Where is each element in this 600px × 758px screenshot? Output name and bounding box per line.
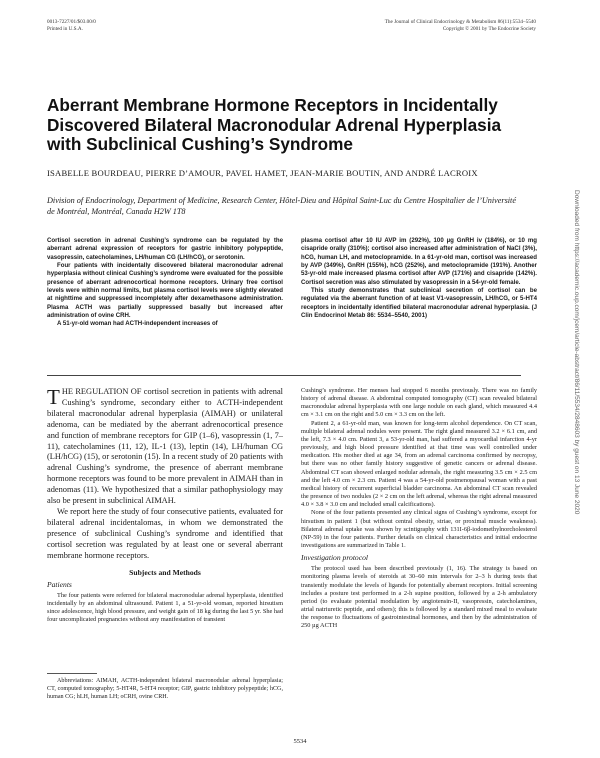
section-heading: Subjects and Methods — [129, 567, 201, 577]
intro-paragraph: We report here the study of four consecutive patients, evaluated for bilateral adrenal incidentalomas, in whom we demonstrated the presence of subclinical Cushing’s syndrome and identified that cortisol secretion was regulated by at least one or several aberrant membrane hormone receptors. — [47, 506, 283, 560]
body-paragraph: Patient 2, a 61-yr-old man, was known for long-term alcohol dependence. On CT scan, multiple bilateral adrenal nodules were present. The right gland measured 3.2 × 6.1 cm, and the left, 7.3 × 4.0 cm. Patient 3, a 53-yr-old man, had suffered a myocardial infarction 4-yr previously, and high blood pressure identified at that time was well controlled under medication. His mother died at age 34, from an adrenal carcinoma confirmed by necropsy, but there was no other family history suggestive of genetic cancers or adrenal disease. Abdominal CT scan showed enlarged nodular adrenals, the right measuring 3.5 cm × 2.5 cm and the left 4.0 cm × 2.3 cm. Patient 4 was a 54-yr-old postmenopausal woman with a past medical history of recurrent superficial bladder carcinoma. An abdominal CT scan revealed the presence of two nodules (2 × 2 cm on the left adrenal, whereas the right adrenal measured 4.0 × 3.8 × 3.0 cm and included small calcifications). — [301, 419, 537, 509]
journal-citation: The Journal of Clinical Endocrinology & Metabolism 86(11):5534–5540 — [384, 19, 536, 25]
abstract-paragraph: A 51-yr-old woman had ACTH-independent increases of — [57, 320, 218, 328]
abstract-divider — [47, 375, 521, 376]
journal-header-right — [385, 19, 536, 33]
download-watermark-text: Downloaded from https://academic.oup.com/jcem/article-abstract/86/11/5534/2848603 by guest on 13 June 2020 — [573, 190, 580, 515]
subsection-heading: Patients — [47, 579, 72, 589]
copyright-line: Copyright © 2001 by The Endocrine Society — [442, 26, 536, 32]
body-paragraph: The four patients were referred for bilateral macronodular adrenal hyperplasia, identified incidentally by an abdominal ultrasound. Patient 1, a 51-yr-old woman, reported hirsutism since adolescence, high blood pressure, and weight gain of 18 kg during the last 5 yr. She had four uncomplicated pregnancies without any manifestation of transient — [47, 591, 283, 624]
abstract-paragraph: Four patients with incidentally discovered bilateral macronodular adrenal hyperplasia without clinical Cushing’s syndrome were evaluated for the possible presence of aberrant adrenocortical hormone receptors. Urinary free cortisol levels were within normal limits, but plasma cortisol levels were slightly elevated at nighttime and suppressed incompletely after dexamethasone administration. Plasma ACTH was partially suppressed basally but increased after administration of ovine CRH. — [47, 262, 283, 320]
author-list: ISABELLE BOURDEAU, PIERRE D’AMOUR, PAVEL HAMET, JEAN-MARIE BOUTIN, AND ANDRÉ LACROIX — [47, 168, 478, 178]
footnote-divider — [47, 673, 97, 674]
abstract-paragraph: This study demonstrates that subclinical secretion of cortisol can be regulated via the aberrant function of at least V1-vasopressin, LH/hCG, or 5-HT4 receptors in incidentally identified bilateral macronodular adrenal hyperplasia. (J Clin Endocrinol Metab 86: 5534–5540, 2001) — [301, 287, 537, 320]
subsection-heading: Investigation protocol — [301, 553, 368, 563]
body-paragraph: None of the four patients presented any clinical signs of Cushing’s syndrome, except for hirsutism in patient 1 (but without central obesity, striae, or proximal muscle weakness). Bilateral adrenal uptake was shown by scintigraphy with 131I-6β-iodomethylnorcholesterol (NP-59) in the four patients. Further details on clinical characteristics and initial endocrine investigations are summarized in Table 1. — [301, 509, 537, 549]
issn-line: 0013-7227/01/$03.00/0 — [47, 19, 96, 25]
abstract-right-column — [301, 237, 537, 320]
abstract-paragraph: Cortisol secretion in adrenal Cushing’s syndrome can be regulated by the aberrant adrenal expression of receptors for gastric inhibitory polypeptide, vasopressin, catecholamines, LH/human CG (LH/hCG), or serotonin. — [47, 237, 283, 261]
body-right-column — [301, 387, 537, 631]
abbreviations-text: Abbreviations: AIMAH, ACTH-independent bilateral macronodular adrenal hyperplasia; CT, computed tomography; 5-HT4R, 5-HT4 receptor; GIP, gastric inhibitory polypeptide; hCG, human CG; hLH, human LH; oCRH, ovine CRH. — [47, 678, 283, 700]
intro-text: HE REGULATION OF cortisol secretion in patients with adrenal Cushing’s syndrome, secondary either to ACTH-independent bilateral macronodular adrenal hyperplasia (AIMAH) or unilateral adenoma, can be mediated by the aberrant adrenocortical presence and function of membrane receptors for GIP (1–6), vasopressin (1, 7–11), catecholamines (11, 12), IL-1 (13), leptin (14), LH/human CG (LH/hCG) (15), or serotonin (15). In a recent study of 20 patients with adrenal Cushing’s syndrome, the presence of aberrant membrane hormone receptors was found to be more prevalent in AIMAH than in adenomas (11). We hypothesized that a similar pathophysiology may also be present in subclinical AIMAH. — [47, 387, 283, 506]
drop-cap: T — [47, 385, 60, 409]
body-paragraph: The protocol used has been described previously (1, 16). The strategy is based on monitoring plasma levels of steroids at 30–60 min intervals for 2–3 h during tests that transiently modulate the levels of ligands for potentially aberrant receptors. Initial screening includes a posture test performed in a 2-h supine position, followed by a 2-h ambulatory period (to evaluate potential modulation by angiotensin-II, vasopressin, catecholamines, atrial natriuretic peptide, and others); this is followed by a standard mixed meal to evaluate the response to fluctuations of gastrointestinal hormones, and then by the administration of 250 µg ACTH — [301, 565, 537, 630]
body-left-column — [47, 387, 283, 624]
affiliation: Division of Endocrinology, Department of Medicine, Research Center, Hôtel-Dieu and Hôpital Saint-Luc du Centre Hospitalier de l’Université de Montréal, Montréal, Canada H2W 1T8 — [47, 196, 516, 216]
article-title: Aberrant Membrane Hormone Receptors in Incidentally Discovered Bilateral Macronodular Adrenal Hyperplasia with Subclinical Cushing’s Syndrome — [47, 95, 502, 154]
page-number: 5534 — [293, 738, 307, 745]
intro-paragraph — [47, 387, 283, 507]
body-paragraph: Cushing’s syndrome. Her menses had stopped 6 months previously. There was no family history of adrenal disease. A abdominal computed tomography (CT) scan revealed bilateral macronodular adrenal hyperplasia with one large nodule on each gland, which measured 4.4 cm × 3.1 cm on the right and 5.0 cm × 3.3 cm on the left. — [301, 387, 537, 419]
abstract-paragraph: plasma cortisol after 10 IU AVP im (292%), 100 µg GnRH iv (184%), or 10 mg cisapride orally (310%); cortisol also increased after administration of NaCl (3%), hCG, human LH, and metoclopramide. In a 61-yr-old man, cortisol was increased by AVP (349%), GnRH (155%), hCG (252%), and metoclopramide (191%). Another 53-yr-old male increased plasma cortisol after AVP (171%) and cisapride (142%). Cortisol secretion was also stimulated by vasopressin in a 54-yr-old female. — [301, 237, 537, 286]
printed-line: Printed in U.S.A. — [47, 26, 83, 32]
abstract-left-column — [47, 237, 283, 329]
journal-header-left — [47, 19, 96, 33]
abbreviations-footnote — [47, 678, 283, 702]
